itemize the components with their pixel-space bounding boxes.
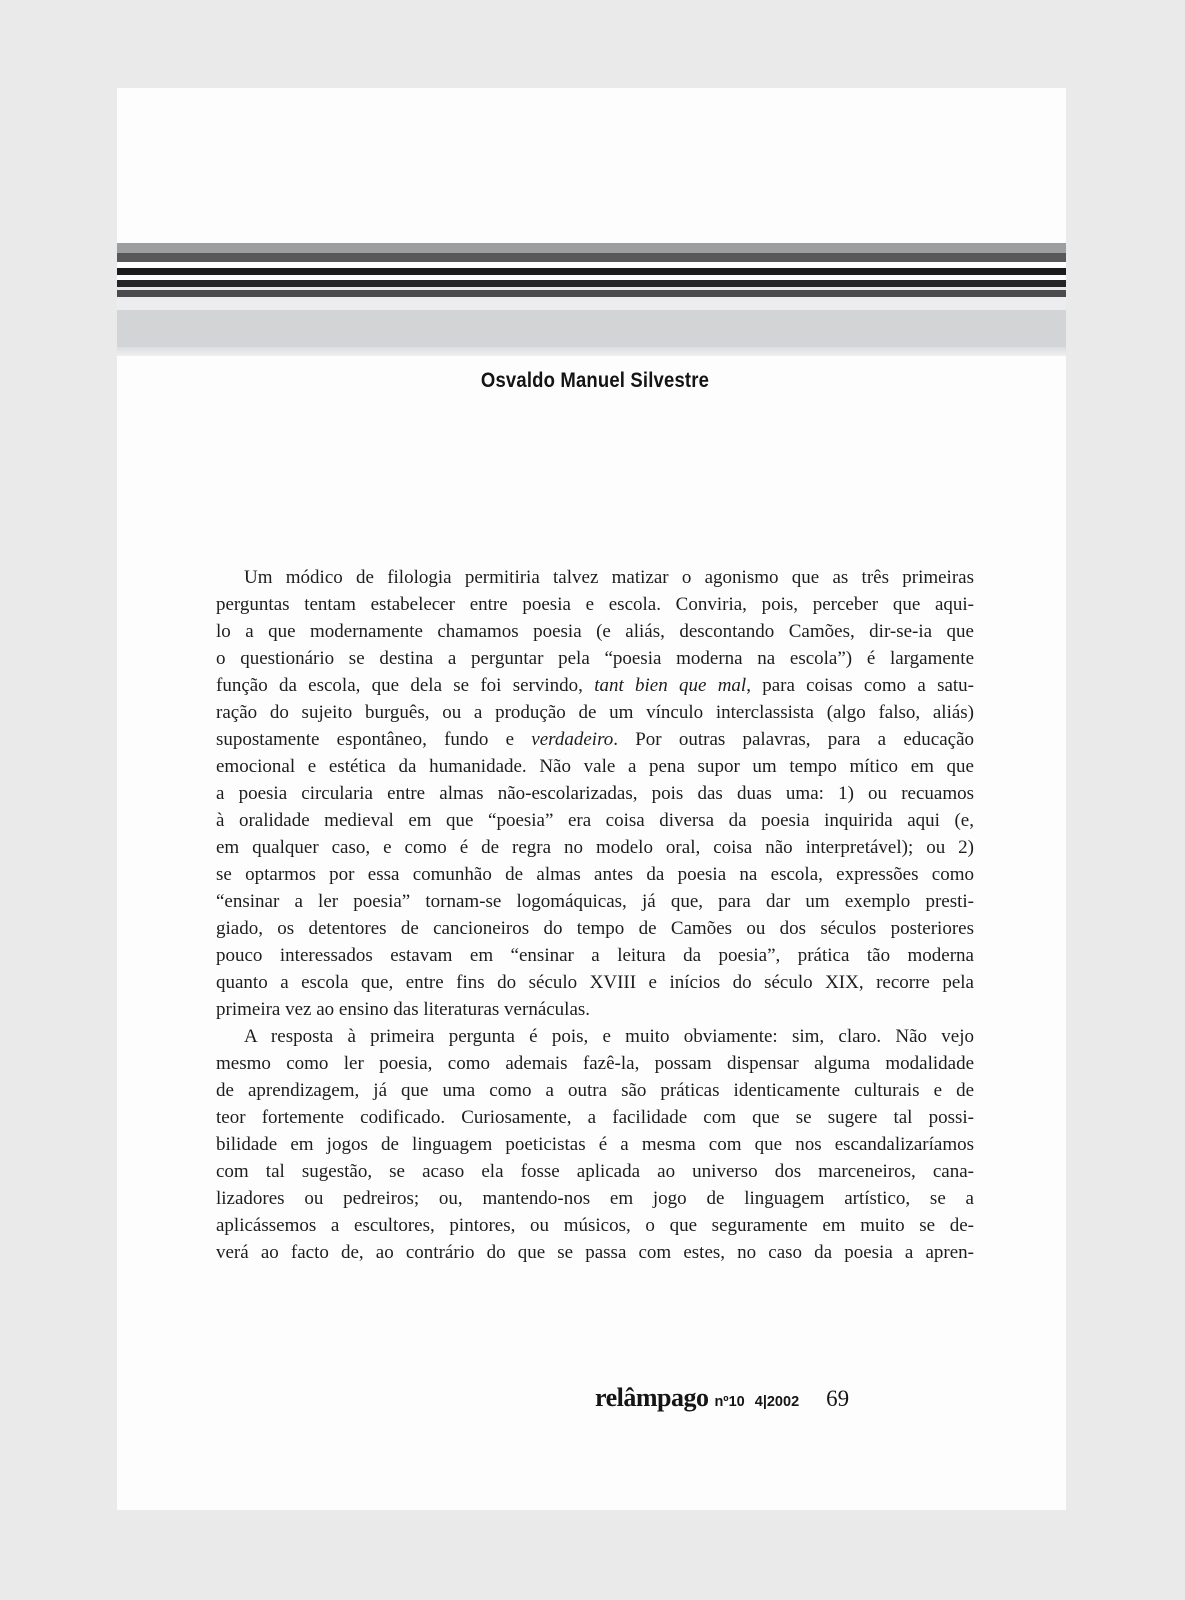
text-line [216,807,974,834]
text-run: perguntas tentam estabelecer entre poesia e escola. Conviria, pois, perceber que aqui- [216,594,974,615]
page-number: 69 [826,1386,850,1411]
text-run: lizadores ou pedreiros; ou, mantendo-nos em jogo de linguagem artístico, se a [216,1188,974,1209]
text-run: bilidade em jogos de linguagem poeticistas é a mesma com que nos escandalizaríamos [216,1134,974,1155]
text-run: pouco interessados estavam em “ensinar a leitura da poesia”, prática tão moderna [216,945,974,966]
text-run: lo a que modernamente chamamos poesia (e aliás, descontando Camões, dir-se-ia que [216,621,974,642]
text-run: Um módico de filologia permitiria talvez matizar o agonismo que as três primeiras [244,567,974,588]
text-line [216,591,974,618]
text-run: , para coisas como a satu- [746,675,974,696]
text-line [216,618,974,645]
text-line [216,699,974,726]
text-run: A resposta à primeira pergunta é pois, e muito obviamente: sim, claro. Não vejo [244,1026,974,1047]
text-line [216,1050,974,1077]
text-line [216,1212,974,1239]
text-run: “ensinar a ler poesia” tornam-se logomáquicas, já que, para dar um exemplo presti- [216,891,974,912]
text-run: o questionário se destina a perguntar pela “poesia moderna na escola”) é largamente [216,648,974,669]
text-run: de aprendizagem, já que uma como a outra são práticas identicamente culturais e de [216,1080,974,1101]
header-stripe [117,310,1066,347]
header-stripe [117,253,1066,262]
text-line [216,1185,974,1212]
header-stripe [117,243,1066,253]
text-line [216,1131,974,1158]
italic-phrase: tant bien que mal [594,675,747,696]
text-run: giado, os detentores de cancioneiros do tempo de Camões ou dos séculos posteriores [216,918,974,939]
text-line [216,780,974,807]
text-run: emocional e estética da humanidade. Não vale a pena supor um tempo mítico em que [216,756,974,777]
header-stripes [117,243,1066,356]
journal-title: relâmpago [595,1383,709,1412]
page-footer [595,1385,849,1412]
text-line [216,564,974,591]
header-stripe [117,268,1066,275]
text-line [216,1158,974,1185]
text-line [216,1077,974,1104]
issue-number: nº10 [714,1394,745,1410]
text-run: em qualquer caso, e como é de regra no modelo oral, coisa não interpretável); ou 2) [216,837,974,858]
text-run: função da escola, que dela se foi servindo, [216,675,595,696]
header-stripe [117,280,1066,287]
text-line [216,915,974,942]
text-line [216,834,974,861]
text-run: primeira vez ao ensino das literaturas vernáculas. [216,999,591,1020]
text-line [216,996,974,1023]
text-line [216,888,974,915]
issue-date: 4|2002 [754,1394,800,1410]
text-run: a poesia circularia entre almas não-escolarizadas, pois das duas uma: 1) ou recuamos [216,783,974,804]
header-stripe [117,347,1066,356]
text-line [216,1239,974,1266]
text-line [216,726,974,753]
text-line [216,672,974,699]
italic-phrase: verdadeiro [531,729,614,750]
text-run: se optarmos por essa comunhão de almas antes da poesia na escola, expressões como [216,864,974,885]
text-run: mesmo como ler poesia, como ademais fazê-la, possam dispensar alguma modalidade [216,1053,974,1074]
text-line [216,942,974,969]
author-name: Osvaldo Manuel Silvestre [480,369,710,392]
document-page [117,88,1066,1510]
article-body [216,564,974,1266]
text-run: teor fortemente codificado. Curiosamente, a facilidade com que se sugere tal possi- [216,1107,974,1128]
text-run: quanto a escola que, entre fins do século XVIII e inícios do século XIX, recorre pela [216,972,974,993]
text-line [216,645,974,672]
text-line [216,1023,974,1050]
text-run: à oralidade medieval em que “poesia” era coisa diversa da poesia inquirida aqui (e, [216,810,974,831]
text-run: com tal sugestão, se acaso ela fosse aplicada ao universo dos marceneiros, cana- [216,1161,974,1182]
text-run: aplicássemos a escultores, pintores, ou músicos, o que seguramente em muito se de- [216,1215,974,1236]
header-stripe [117,290,1066,297]
header-stripe [117,297,1066,310]
text-run: supostamente espontâneo, fundo e [216,729,532,750]
text-run: . Por outras palavras, para a educação [613,729,974,750]
text-line [216,861,974,888]
text-run: ração do sujeito burguês, ou a produção de um vínculo interclassista (algo falso, aliás) [216,702,974,723]
text-line [216,753,974,780]
text-run: verá ao facto de, ao contrário do que se passa com estes, no caso da poesia a apren- [216,1242,974,1263]
text-line [216,1104,974,1131]
text-line [216,969,974,996]
